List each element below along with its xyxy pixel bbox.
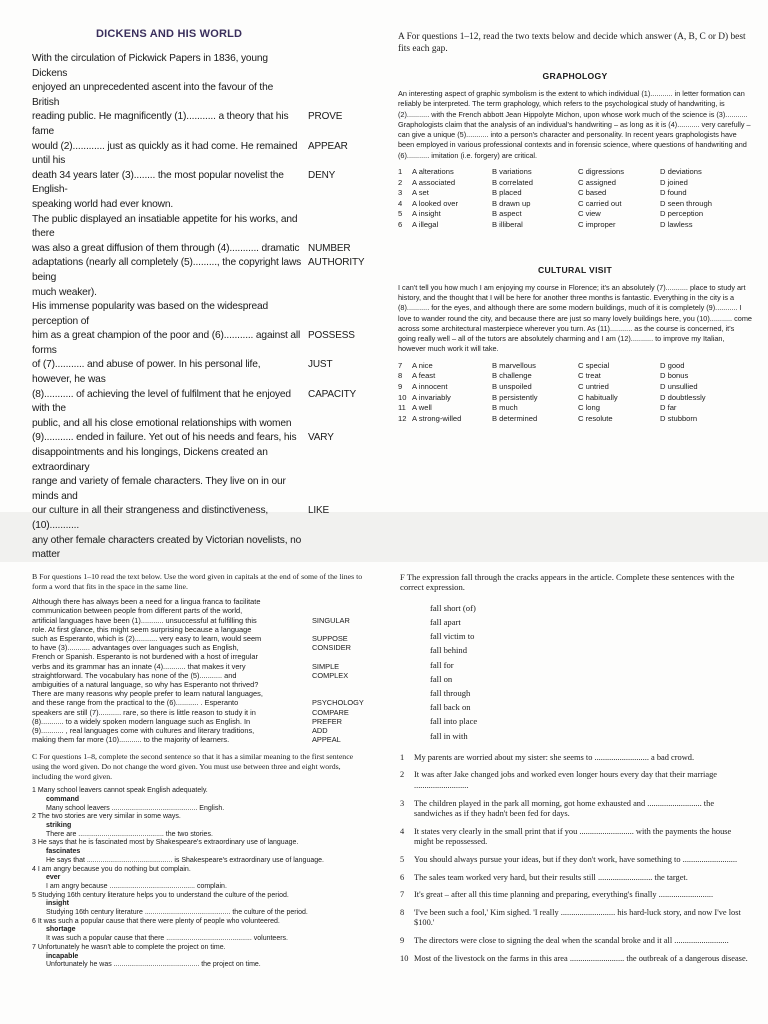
text-line xyxy=(32,286,370,301)
line-text: any other female characters created by Victorian novelists, no matter xyxy=(32,534,302,561)
line-text: our culture in all their strangeness and distinctiveness, (10)........... xyxy=(32,505,269,531)
panel-phrasal-verbs xyxy=(384,562,768,1024)
text-body xyxy=(32,597,370,744)
question-number: 12 xyxy=(398,413,407,423)
question-number: 6 xyxy=(398,220,403,230)
sentence-text: Most of the livestock on the farms in this area .......................... the outbreak of a dangerous disease. xyxy=(414,953,748,963)
sentence-item xyxy=(400,936,750,947)
line-text: range and variety of female characters. They live on in our minds and xyxy=(32,476,286,502)
options-graphology xyxy=(398,167,752,231)
option-row xyxy=(398,361,752,372)
key-word: command xyxy=(46,795,80,803)
phrase-item: fall on xyxy=(430,673,453,684)
stem-word: ADD xyxy=(312,726,328,736)
option-choice: A feast xyxy=(412,371,436,381)
line-text: (8)........... to a widely spoken modern language such as English. In xyxy=(32,716,251,726)
key-word: striking xyxy=(46,822,72,830)
sentence-item xyxy=(400,873,750,884)
text-line xyxy=(32,81,370,110)
panel-word-formation xyxy=(0,562,384,1024)
cultural-text: I can't tell you how much I am enjoying my course in Florence; it's an absolutely (7)........... place to study art history, and the thought that I will be here for another three months is fantastic. Everything in the city is a (8)........... for the eyes, and although there are some modern buildings, much of it is completely (9)........... I love to wander round the city, and because there are just so many lovely buildings here, you (10)........... come across some architectural masterpiece wherever you turn. As (11)........... as the course is concerned, it's going really well – all of the tutors are absolutely charming and I am (12)........... to improve my Italian, however much work it will take. xyxy=(398,282,752,354)
sentence-item xyxy=(400,890,750,901)
question-number: 4 xyxy=(398,198,403,208)
key-word: insight xyxy=(46,900,69,908)
line-text: (8)........... of achieving the level of fulfilment that he enjoyed with the xyxy=(32,388,291,415)
option-row xyxy=(398,199,752,210)
sentence-text: The children played in the park all morning, got home exhausted and .......................... the sandwiches as if they hadn't been fed for days. xyxy=(414,798,715,819)
option-choice: A associated xyxy=(412,177,456,187)
item-sentence: 3 He says that he is fascinated most by Shakespeare's extraordinary use of language. xyxy=(32,839,299,847)
option-choice: B determined xyxy=(492,413,538,423)
text-line xyxy=(32,597,370,606)
text-line xyxy=(32,606,370,615)
instruction-a: A For questions 1–12, read the two texts below and decide which answer (A, B, C or D) best fits each gap. xyxy=(398,32,746,54)
line-text: ambiguities of a natural language, so why has Esperanto not thrived? xyxy=(32,680,259,690)
option-row xyxy=(398,178,752,189)
option-choice: A alterations xyxy=(412,167,454,177)
phrase-item: fall apart xyxy=(430,617,461,628)
question-number: 5 xyxy=(398,209,403,219)
question-number: 7 xyxy=(398,360,403,370)
stem-word: APPEAR xyxy=(308,140,348,152)
option-choice: C digressions xyxy=(578,167,625,177)
question-number: 10 xyxy=(398,392,407,402)
text-line xyxy=(32,110,370,139)
answer-line: It was such a popular cause that there ............................................ volunteers. xyxy=(46,935,288,943)
text-line xyxy=(32,616,370,625)
phrase-item: fall through xyxy=(430,688,471,699)
stem-word xyxy=(308,689,372,698)
stem-word xyxy=(302,213,368,242)
text-line xyxy=(32,431,370,446)
sentence-text: My parents are worried about my sister: she seems to .......................... a bad crowd. xyxy=(414,752,695,762)
option-choice: D lawless xyxy=(660,220,693,230)
option-choice: B unspoiled xyxy=(492,381,532,391)
stem-word: VARY xyxy=(308,432,334,444)
option-choice: D found xyxy=(660,188,687,198)
text-line xyxy=(32,417,370,432)
option-row xyxy=(398,188,752,199)
text-line xyxy=(32,662,370,671)
text-line xyxy=(32,504,370,533)
option-row xyxy=(398,220,752,231)
text-line xyxy=(32,329,370,358)
option-choice: D good xyxy=(660,360,685,370)
stem-word: NUMBER xyxy=(308,242,351,254)
stem-word: PSYCHOLOGY xyxy=(312,698,364,708)
key-word: incapable xyxy=(46,952,79,960)
sentence-text: You should always pursue your ideas, but if they don't work, have something to .......................... xyxy=(414,855,738,864)
stem-word: PREFER xyxy=(312,716,342,726)
transformation-item xyxy=(32,787,370,813)
option-choice: B variations xyxy=(492,167,532,177)
line-text: enjoyed an unprecedented ascent into the favour of the British xyxy=(32,82,274,108)
sentence-list xyxy=(400,753,750,964)
option-choice: D bonus xyxy=(660,371,689,381)
line-text: such as Esperanto, which is (2)........... very easy to learn, would seem xyxy=(32,634,262,643)
option-choice: D seen through xyxy=(660,198,712,208)
options-cultural xyxy=(398,361,752,425)
transformation-item xyxy=(32,839,370,865)
graphology-text: An interesting aspect of graphic symbolism is the extent to which individual (1)........... in letter formation can reliably be interpreted. The term graphology, which refers to the psychological study of handwriting, is (2)........... with the French abbott Jean Hippolyte Michon, upon whose work much of the science is (3)........... Graphologists claim that the analysis of an individual's handwriting – as long as it is (4)........... very carefully – can give a unique (5)........... into a person's character and personality. In recent years graphologists have been employed in various professional contexts and in forensic science, where questions of handwriting and (6)........... imitation (i.e. forgery) are critical. xyxy=(398,89,751,160)
stem-word: SUPPOSE xyxy=(312,634,348,643)
line-text: to have (3)........... advantages over languages such as English, xyxy=(32,643,239,653)
sentence-item xyxy=(400,770,750,791)
text-line xyxy=(32,198,370,213)
option-choice: B challenge xyxy=(492,371,532,381)
option-row xyxy=(398,414,752,425)
option-choice: C assigned xyxy=(578,177,616,187)
stem-word: AUTHORITY xyxy=(308,257,365,269)
answer-line: There are ............................................ the two stories. xyxy=(46,830,213,838)
line-text: (9)........... ended in failure. Yet out of his needs and fears, his xyxy=(32,432,297,444)
line-text: speakers are still (7)........... rare, so there is little reason to study it in xyxy=(32,707,256,717)
option-choice: D stubborn xyxy=(660,413,698,423)
sentence-item xyxy=(400,827,750,848)
option-choice: A illegal xyxy=(412,220,439,230)
line-text: role. At first glance, this might seem surprising because a language xyxy=(32,624,252,634)
key-word: fascinates xyxy=(46,848,81,856)
line-text: Although there has always been a need for a lingua franca to facilitate xyxy=(32,597,261,607)
stem-word xyxy=(308,680,372,689)
line-text: him as a great champion of the poor and (6)........... against all forms xyxy=(32,330,301,356)
instruction-b: B For questions 1–10 read the text below. Use the word given in capitals at the end of some of the lines to form a word that fits in the space in the same line. xyxy=(32,572,363,591)
stem-word xyxy=(302,52,368,81)
text-line xyxy=(32,717,370,726)
text-line xyxy=(32,735,370,744)
sentence-text: It states very clearly in the small print that if you .......................... with the payments the house might be repossessed. xyxy=(414,826,732,847)
stem-word: SIMPLE xyxy=(312,661,340,671)
option-choice: A invariably xyxy=(412,392,451,402)
sentence-text: The sales team worked very hard, but their results still .......................... the target. xyxy=(414,872,688,882)
text-line xyxy=(32,708,370,717)
text-line xyxy=(32,634,370,643)
sentence-number: 5 xyxy=(400,855,405,864)
option-choice: C resolute xyxy=(578,413,613,423)
phrase-item: fall victim to xyxy=(430,631,475,642)
line-text: verbs and its grammar has an innate (4)........... that makes it very xyxy=(32,661,246,671)
question-number: 11 xyxy=(398,403,406,413)
transformation-item xyxy=(32,866,370,892)
item-sentence: 4 I am angry because you do nothing but complain. xyxy=(32,865,191,873)
stem-word: DENY xyxy=(308,169,336,181)
stem-word: LIKE xyxy=(308,505,330,517)
line-text: would (2)............ just as quickly as it had come. He remained until his xyxy=(32,140,298,167)
stem-word: APPEAL xyxy=(312,735,341,745)
option-row xyxy=(398,403,752,414)
text-line xyxy=(32,652,370,661)
option-choice: D perception xyxy=(660,209,704,219)
sentence-number: 3 xyxy=(400,798,405,808)
option-choice: D joined xyxy=(660,177,688,187)
line-text: public, and all his close emotional relationships with women xyxy=(32,417,292,429)
stem-word: COMPARE xyxy=(312,707,349,717)
line-text: was also a great diffusion of them through (4)........... dramatic xyxy=(32,242,300,254)
option-choice: A innocent xyxy=(412,381,448,391)
sentence-number: 7 xyxy=(400,890,405,900)
transformation-item xyxy=(32,813,370,839)
panel-multiple-choice xyxy=(384,0,768,512)
option-choice: A looked over xyxy=(412,198,459,208)
sentence-number: 2 xyxy=(400,770,405,780)
stem-word: CAPACITY xyxy=(308,388,357,400)
option-choice: A well xyxy=(412,403,432,413)
transformation-item xyxy=(32,944,370,970)
text-line xyxy=(32,140,370,169)
line-text: making them far more (10)........... to the majority of learners. xyxy=(32,735,230,745)
item-sentence: 6 It was such a popular cause that there were plenty of people who volunteered. xyxy=(32,917,280,925)
text-line xyxy=(32,446,370,475)
panel-title: DICKENS AND HIS WORLD xyxy=(96,28,243,40)
line-text: and these range from the practical to the (6)........... . Esperanto xyxy=(32,698,239,708)
stem-word xyxy=(302,417,368,432)
item-sentence: 1 Many school leavers cannot speak English adequately. xyxy=(32,787,208,795)
line-text: The public displayed an insatiable appetite for his works, and there xyxy=(32,213,298,240)
text-line xyxy=(32,213,370,242)
answer-line: He says that ............................................ is Shakespeare's extraordinary use of language. xyxy=(46,856,324,864)
option-choice: A insight xyxy=(412,209,441,219)
phrase-item: fall back on xyxy=(430,702,471,713)
option-row xyxy=(398,382,752,393)
option-choice: C special xyxy=(578,360,610,370)
sentence-text: It was after Jake changed jobs and worked even longer hours every day that their marriage .......................... xyxy=(414,770,718,791)
line-text: communication between people from different parts of the world, xyxy=(32,606,243,616)
option-choice: B drawn up xyxy=(492,198,531,208)
line-text: speaking world had ever known. xyxy=(32,198,174,210)
answer-line: Many school leavers ............................................ English. xyxy=(46,804,225,812)
item-sentence: 5 Studying 16th century literature helps you to understand the culture of the period. xyxy=(32,891,289,899)
stem-word xyxy=(302,300,368,329)
text-line xyxy=(32,689,370,698)
option-choice: B illiberal xyxy=(492,220,523,230)
section-title-graphology: GRAPHOLOGY xyxy=(542,71,608,81)
line-text: much weaker). xyxy=(32,286,97,298)
sentence-item xyxy=(400,908,750,929)
line-text: artificial languages have been (1)........... unsuccessful at fulfilling this xyxy=(32,615,257,625)
text-line xyxy=(32,242,370,257)
sentence-item xyxy=(400,855,750,866)
option-choice: C carried out xyxy=(578,198,622,208)
panel-dickens xyxy=(0,0,384,561)
option-choice: B correlated xyxy=(492,177,533,187)
stem-word: POSSESS xyxy=(308,330,355,342)
answer-line: Unfortunately he was ............................................ the project on time. xyxy=(46,961,261,969)
sentence-text: 'I've been such a fool,' Kim sighed. 'I really .......................... his hard-luck story, and now I've lost $100.' xyxy=(414,907,741,928)
stem-word xyxy=(302,286,368,301)
instruction-f: F The expression fall through the cracks appears in the article. Complete these sentences with the correct expression. xyxy=(400,572,735,593)
stem-word: PROVE xyxy=(308,111,343,123)
question-number: 8 xyxy=(398,371,403,381)
answer-line: I am angry because ............................................ complain. xyxy=(46,882,227,890)
stem-word: COMPLEX xyxy=(312,670,349,680)
item-sentence: 2 The two stories are very similar in some ways. xyxy=(32,813,181,821)
sentence-text: It's great – after all this time planning and preparing, everything's finally .......................... xyxy=(414,890,714,900)
text-line xyxy=(32,726,370,735)
option-row xyxy=(398,167,752,178)
text-line xyxy=(32,534,370,563)
transformation-item xyxy=(32,892,370,918)
option-choice: B persistently xyxy=(492,392,538,402)
option-choice: A nice xyxy=(412,360,433,370)
text-line xyxy=(32,300,370,329)
sentence-item xyxy=(400,799,750,820)
option-choice: A strong-willed xyxy=(412,413,462,423)
key-word: shortage xyxy=(46,926,76,934)
text-line xyxy=(32,358,370,387)
stem-word xyxy=(308,625,372,634)
text-line xyxy=(32,475,370,504)
transformation-item xyxy=(32,918,370,944)
line-text: reading public. He magnificently (1)........... a theory that his fame xyxy=(32,111,289,137)
line-text: disappointments and his longings, Dickens created an extraordinary xyxy=(32,447,268,473)
option-choice: B marvellous xyxy=(492,360,536,370)
text-line xyxy=(32,643,370,652)
stem-word: JUST xyxy=(308,359,333,371)
line-text: (9)........... , real languages come with cultures and literary traditions, xyxy=(32,726,255,736)
stem-word xyxy=(302,534,368,563)
key-word: ever xyxy=(46,874,61,882)
option-row xyxy=(398,393,752,404)
option-choice: D deviations xyxy=(660,167,702,177)
phrase-item: fall for xyxy=(430,659,454,670)
text-line xyxy=(32,698,370,707)
line-text: straightforward. The vocabulary has none of the (5)........... and xyxy=(32,670,237,680)
text-line xyxy=(32,52,370,81)
transformation-list xyxy=(32,787,370,970)
sentence-number: 4 xyxy=(400,826,405,836)
option-row xyxy=(398,371,752,382)
phrase-list xyxy=(430,601,750,743)
option-choice: B placed xyxy=(492,188,522,198)
option-choice: D unsullied xyxy=(660,381,698,391)
sentence-item xyxy=(400,753,750,764)
text-line xyxy=(32,671,370,680)
option-choice: B much xyxy=(492,403,518,413)
stem-word xyxy=(308,597,372,606)
option-choice: D doubtlessly xyxy=(660,392,706,402)
question-number: 2 xyxy=(398,177,403,187)
text-line xyxy=(32,256,370,285)
question-number: 9 xyxy=(398,381,403,391)
question-number: 3 xyxy=(398,188,403,198)
option-choice: C treat xyxy=(578,371,601,381)
answer-line: Studying 16th century literature ............................................ the culture of the period. xyxy=(46,909,308,917)
stem-word xyxy=(308,652,372,661)
instruction-c: C For questions 1–8, complete the second sentence so that it has a similar meaning to the first sentence using the word given. Do not change the word given. You must use between three and eight words, including the word given. xyxy=(32,752,354,781)
text-line xyxy=(32,680,370,689)
line-text: There are many reasons why people prefer to learn natural languages, xyxy=(32,689,263,699)
sentence-number: 9 xyxy=(400,935,405,945)
line-text: adaptations (nearly all completely (5)........., the copyright laws being xyxy=(32,257,302,283)
text-line xyxy=(32,169,370,198)
stem-word: SINGULAR xyxy=(312,615,350,625)
stem-word xyxy=(302,81,368,110)
option-row xyxy=(398,209,752,220)
line-text: of (7)........... and abuse of power. In his personal life, however, he was xyxy=(32,359,261,386)
sentence-text: The directors were close to signing the deal when the scandal broke and it all .......................... xyxy=(414,935,729,945)
stem-word xyxy=(308,606,372,615)
option-choice: A set xyxy=(412,188,429,198)
phrase-item: fall in with xyxy=(430,730,468,741)
sentence-item xyxy=(400,954,750,965)
option-choice: B aspect xyxy=(492,209,522,219)
option-choice: D far xyxy=(660,403,677,413)
text-body xyxy=(32,52,370,577)
stem-word xyxy=(302,475,368,504)
sentence-number: 6 xyxy=(400,872,405,882)
option-choice: C improper xyxy=(578,220,616,230)
text-line xyxy=(32,625,370,634)
section-title-cultural-visit: CULTURAL VISIT xyxy=(537,264,613,275)
sentence-number: 10 xyxy=(400,953,409,963)
text-line xyxy=(32,388,370,417)
line-text: death 34 years later (3)........ the most popular novelist the English- xyxy=(32,169,284,196)
option-choice: C habitually xyxy=(578,392,618,402)
option-choice: C based xyxy=(578,188,607,198)
phrase-item: fall into place xyxy=(430,716,478,727)
option-choice: C view xyxy=(578,209,601,219)
stem-word: CONSIDER xyxy=(312,643,352,653)
stem-word xyxy=(302,198,368,213)
line-text: French or Spanish. Esperanto is not burdened with a host of irregular xyxy=(32,652,258,662)
stem-word xyxy=(302,446,368,475)
item-sentence: 7 Unfortunately he wasn't able to complete the project on time. xyxy=(32,943,226,951)
phrase-item: fall short (of) xyxy=(430,602,476,613)
line-text: With the circulation of Pickwick Papers in 1836, young Dickens xyxy=(32,53,268,79)
phrase-item: fall behind xyxy=(430,645,467,656)
question-number: 1 xyxy=(398,167,403,177)
option-choice: C long xyxy=(578,403,600,413)
option-choice: C untried xyxy=(578,381,609,391)
line-text: His immense popularity was based on the widespread perception of xyxy=(32,301,268,327)
sentence-number: 1 xyxy=(400,752,405,762)
sentence-number: 8 xyxy=(400,907,405,917)
